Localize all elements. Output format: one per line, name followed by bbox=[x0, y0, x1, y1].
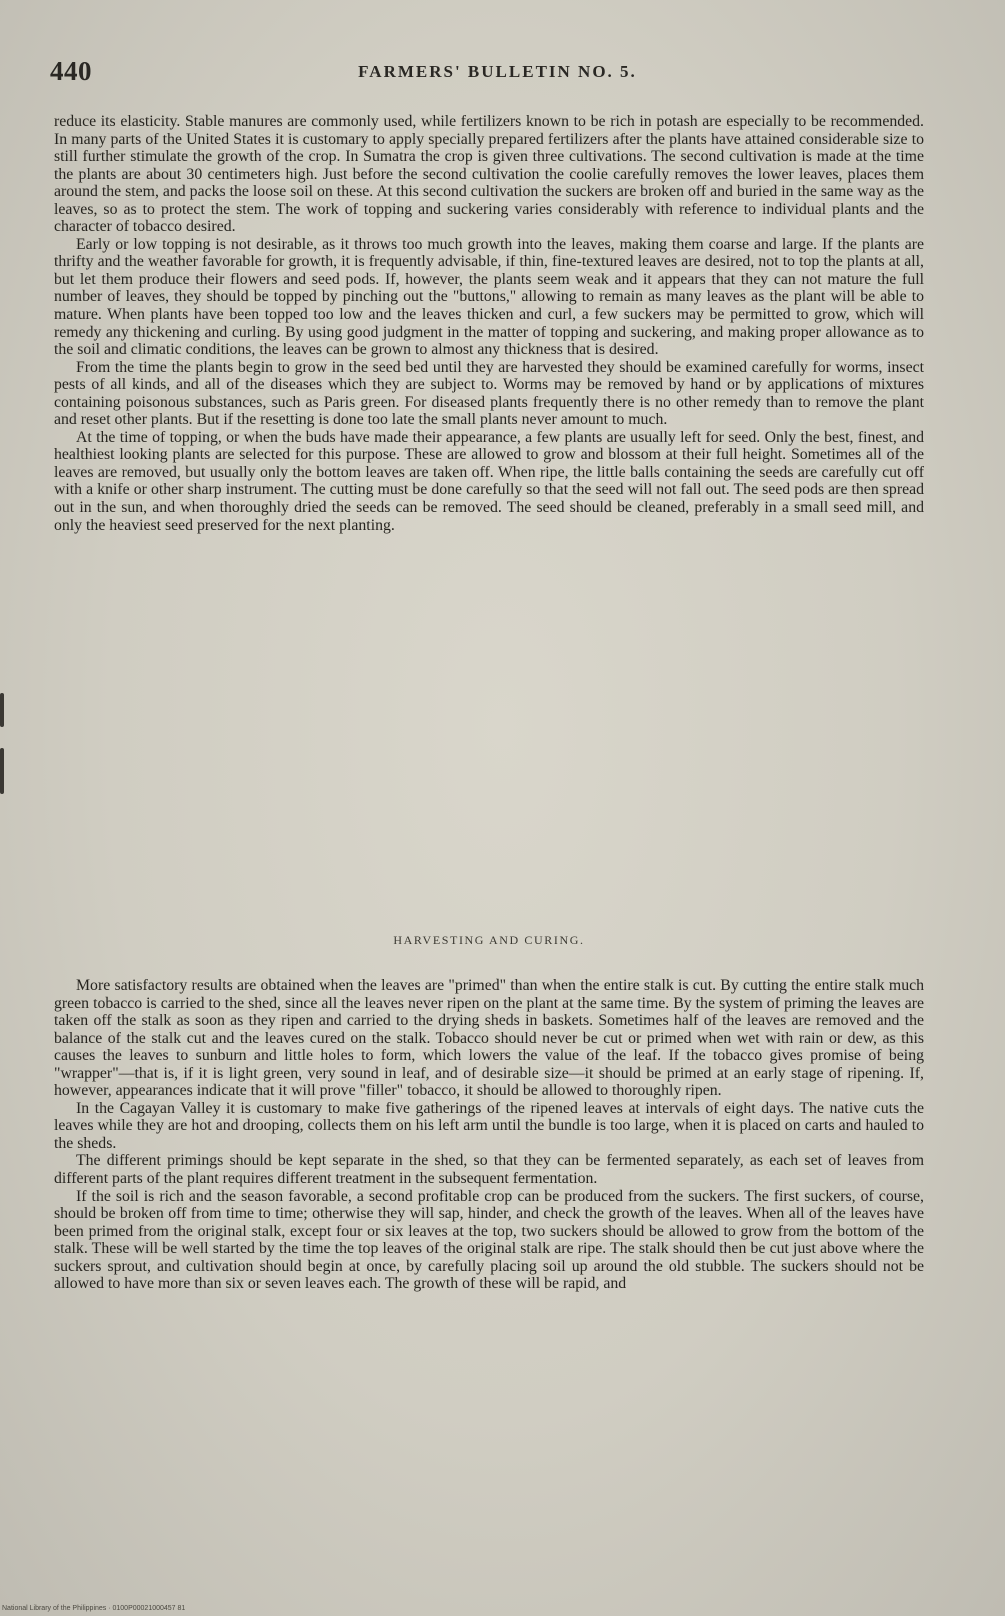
binding-edge-mark bbox=[0, 693, 4, 727]
scan-credit: National Library of the Philippines · 0100P00021000457 81 bbox=[2, 1605, 186, 1612]
text-block-topping bbox=[54, 113, 924, 534]
section-heading: HARVESTING AND CURING. bbox=[393, 933, 585, 947]
paragraph: If the soil is rich and the season favorable, a second profitable crop can be produced from the suckers. The first suckers, of course, should be broken off from time to time; otherwise they will sap, hinder, and check the growth of the leaves. When all of the leaves have been primed from the original stalk, except four or six leaves at the top, two suckers should be allowed to grow from the bottom of the stalk. These will be well started by the time the top leaves of the original stalk are ripe. The stalk should then be cut just above where the suckers sprout, and cultivation should begin at once, by carefully placing soil up around the old stubble. The suckers should not be allowed to have more than six or seven leaves each. The growth of these will be rapid, and bbox=[54, 1187, 924, 1293]
text-block-harvesting bbox=[54, 977, 924, 1293]
paragraph: At the time of topping, or when the buds have made their appearance, a few plants are usually left for seed. Only the best, finest, and healthiest looking plants are selected for this purpose. These are allowed to grow and blossom at their full height. Sometimes all of the leaves are removed, but usually only the bottom leaves are taken off. When ripe, the little balls containing the seeds are carefully cut off with a knife or other sharp instrument. The cutting must be done carefully so that the seed will not fall out. The seed pods are then spread out in the sun, and when thoroughly dried the seeds can be removed. The seed should be cleaned, preferably in a small seed mill, and only the heaviest seed preserved for the next planting. bbox=[54, 428, 924, 534]
binding-edge-mark bbox=[0, 748, 4, 794]
paragraph: reduce its elasticity. Stable manures are commonly used, while fertilizers known to be rich in potash are especially to be recommended. In many parts of the United States it is customary to apply specially prepared fertilizers after the plants have attained considerable size to still further stimulate the growth of the crop. In Sumatra the crop is given three cultivations. The second cultivation is made at the time the plants are about 30 centimeters high. Just before the second cultivation the coolie carefully removes the lower leaves, places them around the stem, and packs the loose soil on these. At this second cultivation the suckers are broken off and buried in the same way as the leaves, so as to protect the stem. The work of topping and suckering varies considerably with reference to individual plants and the character of tobacco desired. bbox=[54, 113, 924, 236]
paragraph: From the time the plants begin to grow in the seed bed until they are harvested they should be examined carefully for worms, insect pests of all kinds, and all of the diseases which they are subject to. Worms may be removed by hand or by applications of mixtures containing poisonous substances, such as Paris green. For diseased plants frequently there is no other remedy than to remove the plant and reset other plants. But if the resetting is done too late the small plants never amount to much. bbox=[54, 358, 924, 429]
page-header bbox=[50, 56, 945, 86]
paragraph: The different primings should be kept separate in the shed, so that they can be fermented separately, as each set of leaves from different parts of the plant requires different treatment in the subsequent fermentation. bbox=[54, 1152, 924, 1188]
page-number: 440 bbox=[50, 56, 92, 86]
paragraph: In the Cagayan Valley it is customary to make five gatherings of the ripened leaves at intervals of eight days. The native cuts the leaves while they are hot and drooping, collects them on his left arm until the bundle is too large, when it is placed on carts and hauled to the sheds. bbox=[54, 1099, 924, 1152]
paragraph: More satisfactory results are obtained when the leaves are "primed" than when the entire stalk is cut. By cutting the entire stalk much green tobacco is carried to the shed, since all the leaves never ripen on the plant at the same time. By the system of priming the leaves are taken off the stalk as soon as they ripen and carried to the drying sheds in baskets. Sometimes half of the leaves are removed and the balance of the stalk cut and the leaves cured on the stalk. Tobacco should never be cut or primed when wet with rain or dew, as this causes the leaves to sunburn and little holes to form, which lowers the value of the leaf. If the tobacco gives promise of being "wrapper"—that is, if it is light green, very sound in leaf, and of desirable size—it should be primed at an early stage of ripening. If, however, appearances indicate that it will prove "filler" tobacco, it should be allowed to thoroughly ripen. bbox=[54, 977, 924, 1100]
paragraph: Early or low topping is not desirable, as it throws too much growth into the leaves, making them coarse and large. If the plants are thrifty and the weather favorable for growth, it is frequently advisable, if thin, fine-textured leaves are desired, not to top the plants at all, but let them produce their flowers and seed pods. If, however, the plants seem weak and it appears that they can not mature the full number of leaves, they should be topped by pinching out the "buttons," allowing to remain as many leaves as the plant will be able to mature. When plants have been topped too low and the leaves thicken and curl, a few suckers may be permitted to grow, which will remedy any thickening and curling. By using good judgment in the matter of topping and suckering, and making proper allowance as to the soil and climatic conditions, the leaves can be grown to almost any thickness that is desired. bbox=[54, 235, 924, 359]
running-head: FARMERS' BULLETIN NO. 5. bbox=[358, 62, 637, 81]
